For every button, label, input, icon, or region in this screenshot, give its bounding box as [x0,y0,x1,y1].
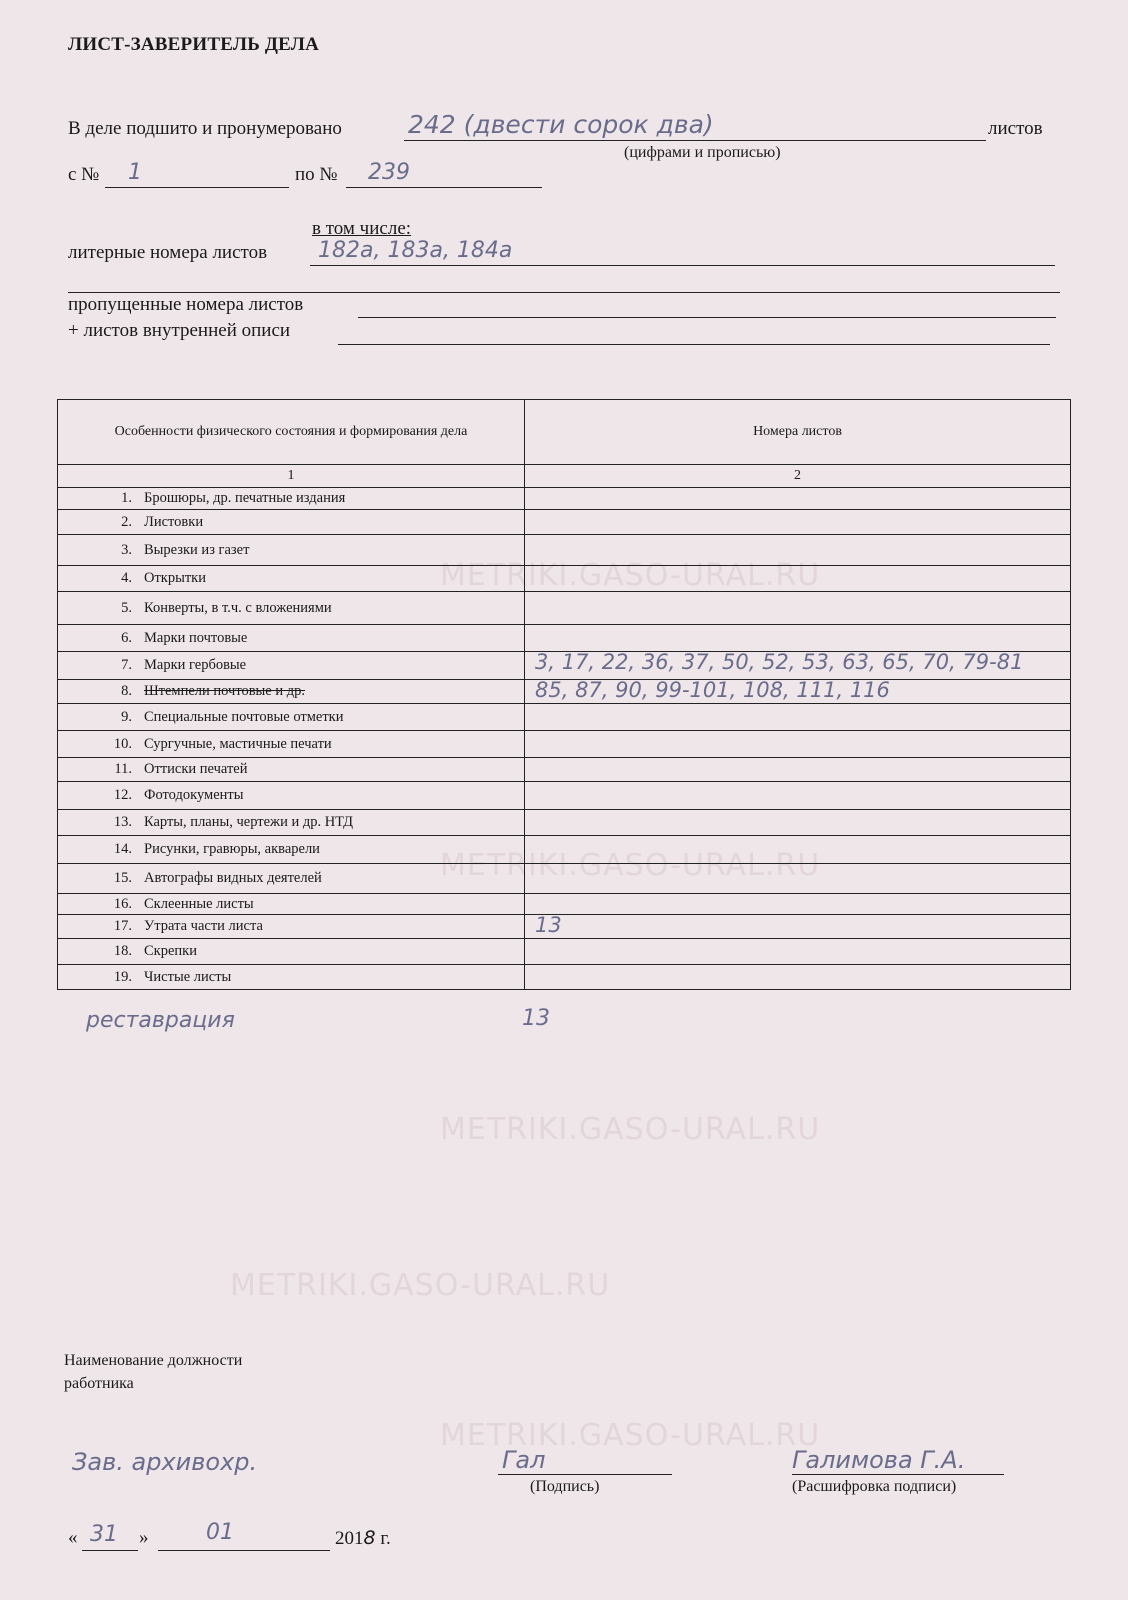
table-row [58,566,1071,592]
table-row [58,625,1071,652]
letter-numbers-value: 182а, 183а, 184а [318,238,513,263]
row-value-cell [525,704,1071,731]
sheets-caption: (цифрами и прописью) [624,144,781,161]
col1-header: Особенности физического состояния и формирования дела [58,400,525,465]
inner-inventory-label: + листов внутренней описи [68,320,291,341]
row-label: Листовки [144,513,204,530]
watermark: METRIKI.GASO-URAL.RU [440,848,821,883]
table-header-row [58,400,1071,465]
row-value: 85, 87, 90, 99-101, 108, 111, 116 [535,679,890,702]
row-label: Конверты, в т.ч. с вложениями [144,599,332,616]
row-number: 11. [114,761,132,777]
sheets-prefix: В деле подшито и пронумеровано [68,118,342,139]
letter-numbers-underline-2 [68,292,1060,293]
date-month: 01 [206,1520,234,1545]
row-label: Автографы видных деятелей [144,870,322,886]
decoding-caption: (Расшифровка подписи) [792,1478,957,1495]
document-title: ЛИСТ-ЗАВЕРИТЕЛЬ ДЕЛА [68,34,320,55]
date-month-underline [158,1550,330,1551]
row-number: 2. [121,513,132,530]
row-label-cell [58,510,525,535]
extra-note-value: 13 [522,1006,550,1031]
row-value-cell [525,731,1071,758]
date-year-prefix: 201 [335,1528,364,1549]
row-value-cell [525,894,1071,915]
range-from-underline [105,187,289,188]
row-label: Сургучные, мастичные печати [144,735,332,752]
date-year [335,1527,391,1550]
sheets-handwritten: 242 (двести сорок два) [408,110,714,139]
date-year-digit: 8 [363,1527,376,1549]
col2-number: 2 [525,465,1071,488]
extra-note-label: реставрация [86,1008,235,1033]
col2-header: Номера листов [525,400,1071,465]
watermark: METRIKI.GASO-URAL.RU [230,1268,611,1303]
row-number: 17. [113,918,132,934]
range-to-label: по № [295,164,338,185]
signature-underline [498,1474,672,1475]
table-row [58,592,1071,625]
date-day-underline [82,1550,138,1551]
row-label: Оттиски печатей [144,761,248,777]
missed-numbers-label: пропущенные номера листов [68,294,304,315]
row-value-cell [525,810,1071,836]
table-row [58,758,1071,782]
date-close-quote: » [139,1527,149,1548]
row-label-cell [58,864,525,894]
position-value: Зав. архивохр. [72,1448,258,1476]
table-row [58,965,1071,990]
table-row [58,680,1071,704]
row-label: Фотодокументы [144,787,244,803]
missed-numbers-underline [358,317,1056,318]
row-label: Штемпели почтовые и др. [144,683,306,699]
letter-numbers-underline [310,265,1055,266]
col1-number: 1 [58,465,525,488]
date-year-suffix: г. [380,1528,391,1549]
row-number: 15. [113,870,132,886]
row-label: Специальные почтовые отметки [144,708,344,725]
range-from-label: с № [68,164,100,185]
date-open-quote: « [68,1527,78,1548]
row-label-cell [58,680,525,704]
range-from-value: 1 [128,160,142,185]
table-row [58,510,1071,535]
row-label-cell [58,488,525,510]
row-value-cell [525,939,1071,965]
row-number: 6. [121,629,132,646]
row-label-cell [58,836,525,864]
row-label-cell [58,939,525,965]
watermark: METRIKI.GASO-URAL.RU [440,558,821,593]
range-to-underline [346,187,542,188]
row-label-cell [58,535,525,566]
row-number: 7. [121,657,132,673]
table-row [58,731,1071,758]
row-label: Чистые листы [144,968,232,985]
row-label: Вырезки из газет [144,541,250,558]
date-day: 31 [90,1522,118,1547]
row-value-cell [525,915,1071,939]
table-row [58,894,1071,915]
row-label-cell [58,965,525,990]
row-number: 10. [113,735,132,752]
table-row [58,535,1071,566]
row-label-cell [58,592,525,625]
row-value-cell [525,510,1071,535]
row-number: 3. [121,541,132,558]
row-value-cell [525,680,1071,704]
including-label: в том числе: [312,218,412,239]
position-caption-line1: Наименование должности [64,1352,243,1369]
row-number: 18. [113,943,132,959]
row-label-cell [58,758,525,782]
row-label-cell [58,566,525,592]
row-label-cell [58,915,525,939]
row-value: 13 [535,914,562,937]
row-number: 12. [113,787,132,803]
table-row [58,488,1071,510]
table-row [58,782,1071,810]
row-label-cell [58,810,525,836]
row-value-cell [525,758,1071,782]
table-body [58,488,1071,990]
row-number: 1. [121,490,132,506]
signature-caption: (Подпись) [530,1478,600,1495]
row-value-cell [525,965,1071,990]
row-label-cell [58,652,525,680]
physical-state-table [57,399,1071,990]
watermark: METRIKI.GASO-URAL.RU [440,1112,821,1147]
row-value-cell [525,652,1071,680]
table-row [58,836,1071,864]
row-label-cell [58,894,525,915]
signature-value: Гал [502,1446,546,1474]
table-row [58,652,1071,680]
sheets-underline [404,140,986,141]
table-row [58,704,1071,731]
table-row [58,864,1071,894]
row-label: Брошюры, др. печатные издания [144,490,346,506]
decoding-value: Галимова Г.А. [792,1446,966,1474]
row-label: Открытки [144,570,206,586]
range-to-value: 239 [368,160,410,185]
row-number: 19. [113,968,132,985]
row-label: Рисунки, гравюры, акварели [144,841,320,857]
row-value-cell [525,625,1071,652]
decoding-underline [792,1474,1004,1475]
row-value-cell [525,592,1071,625]
letter-numbers-label: литерные номера листов [68,242,268,263]
row-number: 4. [121,570,132,586]
row-value-cell [525,566,1071,592]
watermark: METRIKI.GASO-URAL.RU [440,1418,821,1453]
row-number: 9. [121,708,132,725]
row-label-cell [58,782,525,810]
row-value-cell [525,836,1071,864]
inner-inventory-underline [338,344,1050,345]
table-row [58,810,1071,836]
sheets-suffix: листов [988,118,1043,139]
row-label-cell [58,731,525,758]
row-label: Склеенные листы [144,895,254,912]
row-number: 5. [121,599,132,616]
row-value-cell [525,535,1071,566]
row-label: Марки гербовые [144,657,247,673]
row-value: 3, 17, 22, 36, 37, 50, 52, 53, 63, 65, 70, 79-81 [535,651,1024,674]
position-caption-line2: работника [64,1375,134,1392]
row-label-cell [58,704,525,731]
row-label: Марки почтовые [144,629,248,646]
row-value-cell [525,864,1071,894]
row-number: 16. [113,895,132,912]
row-value-cell [525,488,1071,510]
table-row [58,939,1071,965]
row-value-cell [525,782,1071,810]
row-label: Карты, планы, чертежи и др. НТД [144,814,354,830]
row-number: 13. [113,814,132,830]
table-number-row [58,465,1071,488]
row-number: 14. [113,841,132,857]
row-label-cell [58,625,525,652]
row-label: Утрата части листа [144,918,263,934]
row-label: Скрепки [144,943,197,959]
table-row [58,915,1071,939]
row-number: 8. [121,683,132,699]
